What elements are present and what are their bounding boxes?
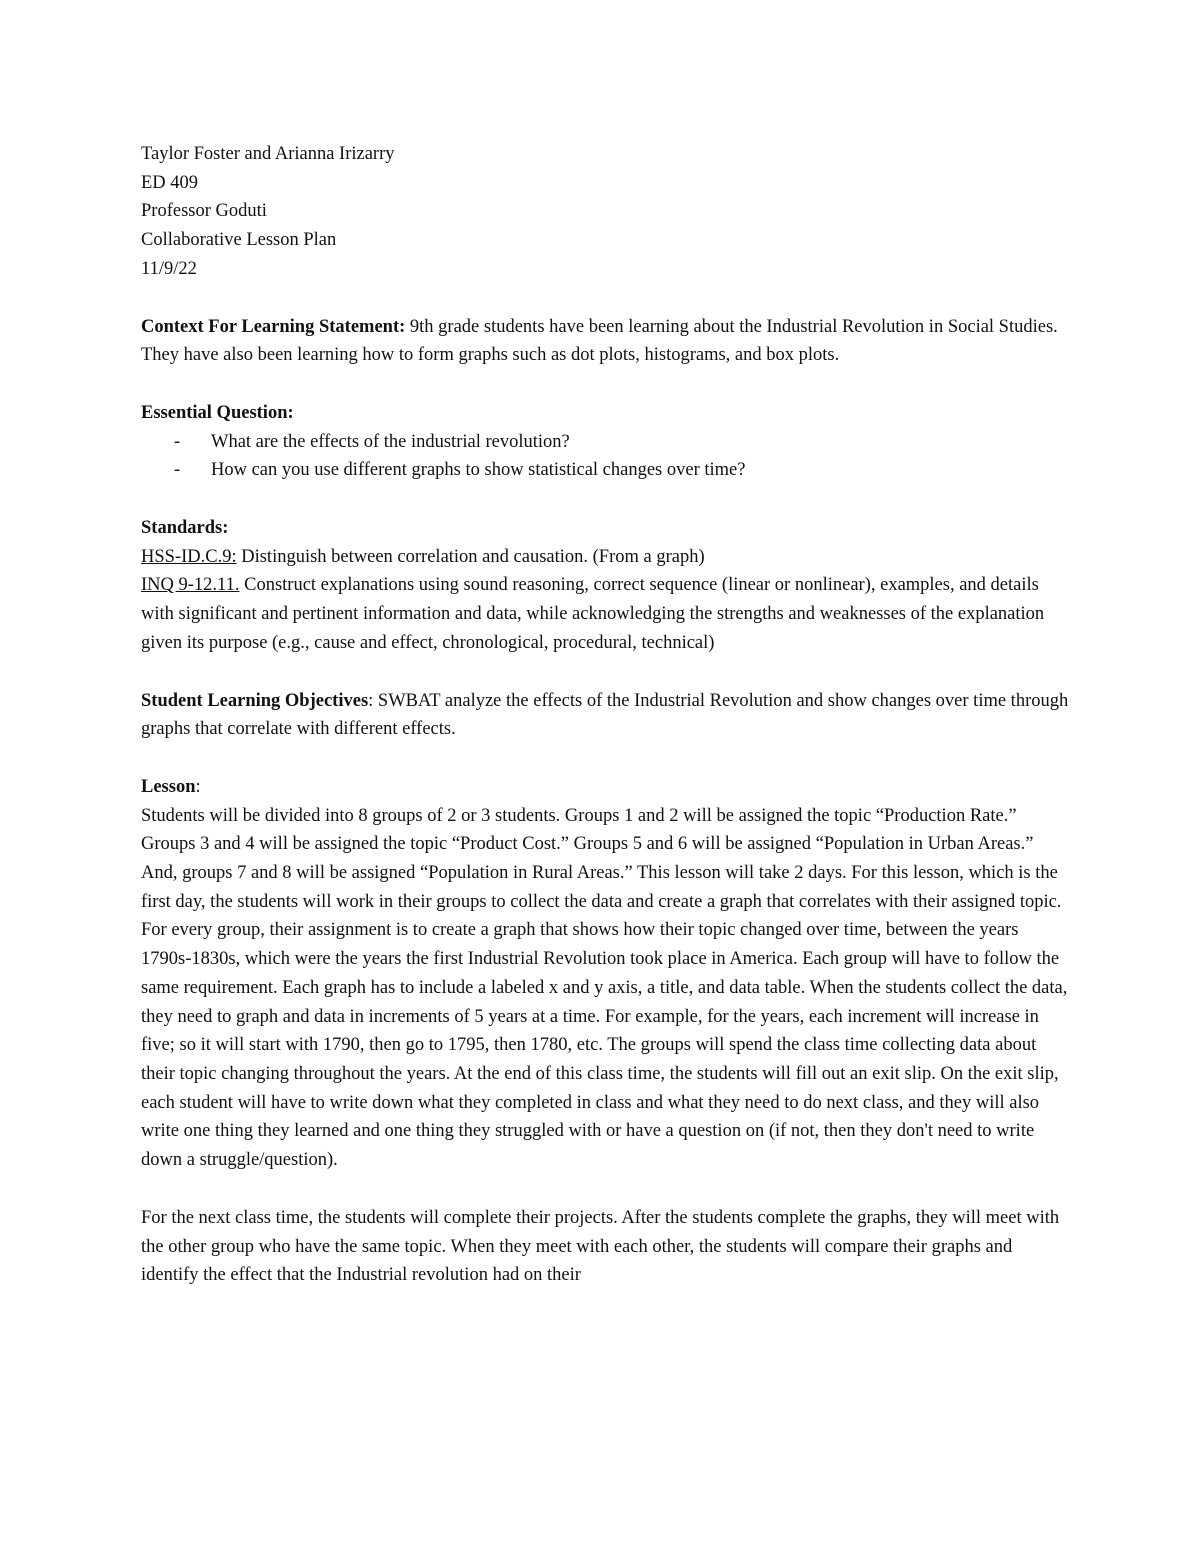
- dash-bullet: -: [174, 460, 181, 481]
- document-page: [141, 140, 1071, 1290]
- essential-question-section: [141, 399, 1071, 485]
- essential-question-list: [141, 428, 1071, 485]
- spacer: [141, 658, 1071, 687]
- lesson-section: [141, 773, 1071, 1290]
- standard-code: INQ 9-12.11.: [141, 575, 240, 596]
- dash-bullet: -: [174, 431, 181, 452]
- standard-code: HSS-ID.C.9:: [141, 546, 237, 567]
- list-item: [141, 456, 1071, 485]
- lesson-paragraph-1: Students will be divided into 8 groups of 2 or 3 students. Groups 1 and 2 will be assigned the topic “Production Rate.” Groups 3 and 4 will be assigned the topic “Product Cost.” Groups 5 and 6 will be assigned “Population in Urban Areas.” And, groups 7 and 8 will be assigned “Population in Rural Areas.” This lesson will take 2 days. For this lesson, which is the first day, the students will work in their groups to collect the data and create a graph that correlates with their assigned topic. For every group, their assignment is to create a graph that shows how their topic changed over time, between the years 1790s-1830s, which were the years the first Industrial Revolution took place in America. Each group will have to follow the same requirement. Each graph has to include a labeled x and y axis, a title, and data table. When the students collect the data, they need to graph and data in increments of 5 years at a time. For example, for the years, each increment will increase in five; so it will start with 1790, then go to 1795, then 1780, etc. The groups will spend the class time collecting data about their topic changing throughout the years. At the end of this class time, the students will fill out an exit slip. On the exit slip, each student will have to write down what they completed in class and what they need to do next class, and they will also write one thing they learned and one thing they struggled with or have a question on (if not, then they don't need to write down a struggle/question).: [141, 805, 1068, 1171]
- authors: Taylor Foster and Arianna Irizarry: [141, 144, 395, 164]
- date: 11/9/22: [141, 258, 197, 279]
- standards-section: [141, 514, 1071, 658]
- lesson-label: Lesson: [141, 776, 196, 797]
- question-text: What are the effects of the industrial revolution?: [211, 431, 570, 452]
- objectives-section: [141, 687, 1071, 744]
- spacer: [141, 1175, 1071, 1204]
- standard-text: Distinguish between correlation and causation. (From a graph): [236, 546, 705, 567]
- standard-item: [141, 543, 1071, 572]
- spacer: [141, 370, 1071, 399]
- context-label: Context For Learning Statement:: [141, 316, 406, 337]
- spacer: [141, 284, 1071, 313]
- lesson-paragraph-2: For the next class time, the students will complete their projects. After the students complete the graphs, they will meet with the other group who have the same topic. When they meet with each other, the students will compare their graphs and identify the effect that the Industrial revolution had on their: [141, 1207, 1060, 1286]
- standard-item: [141, 571, 1071, 657]
- list-item: [141, 428, 1071, 457]
- context-section: [141, 313, 1071, 370]
- lesson-colon: :: [195, 776, 201, 797]
- objectives-label: Student Learning Objectives: [141, 690, 369, 711]
- professor: Professor Goduti: [141, 201, 267, 222]
- standard-text: Construct explanations using sound reasoning, correct sequence (linear or nonlinear), examples, and details with significant and pertinent information and data, while acknowledging the strengths and weaknesses of the explanation given its purpose (e.g., cause and effect, chronological, procedural, technical): [141, 575, 1045, 653]
- course: ED 409: [141, 172, 199, 193]
- spacer: [141, 485, 1071, 514]
- document-title: Collaborative Lesson Plan: [141, 230, 337, 251]
- context-text: 9th grade students have been learning about the Industrial Revolution in Social Studies. They have also been learning how to form graphs such as dot plots, histograms, and box plots.: [141, 316, 1058, 366]
- document-header: [141, 140, 1071, 284]
- objectives-text: : SWBAT analyze the effects of the Industrial Revolution and show changes over time through graphs that correlate with different effects.: [141, 690, 1069, 740]
- spacer: [141, 744, 1071, 773]
- lesson-heading: [141, 773, 1071, 802]
- essential-question-label: Essential Question:: [141, 402, 294, 423]
- standards-label: Standards:: [141, 518, 229, 539]
- question-text: How can you use different graphs to show statistical changes over time?: [211, 460, 746, 481]
